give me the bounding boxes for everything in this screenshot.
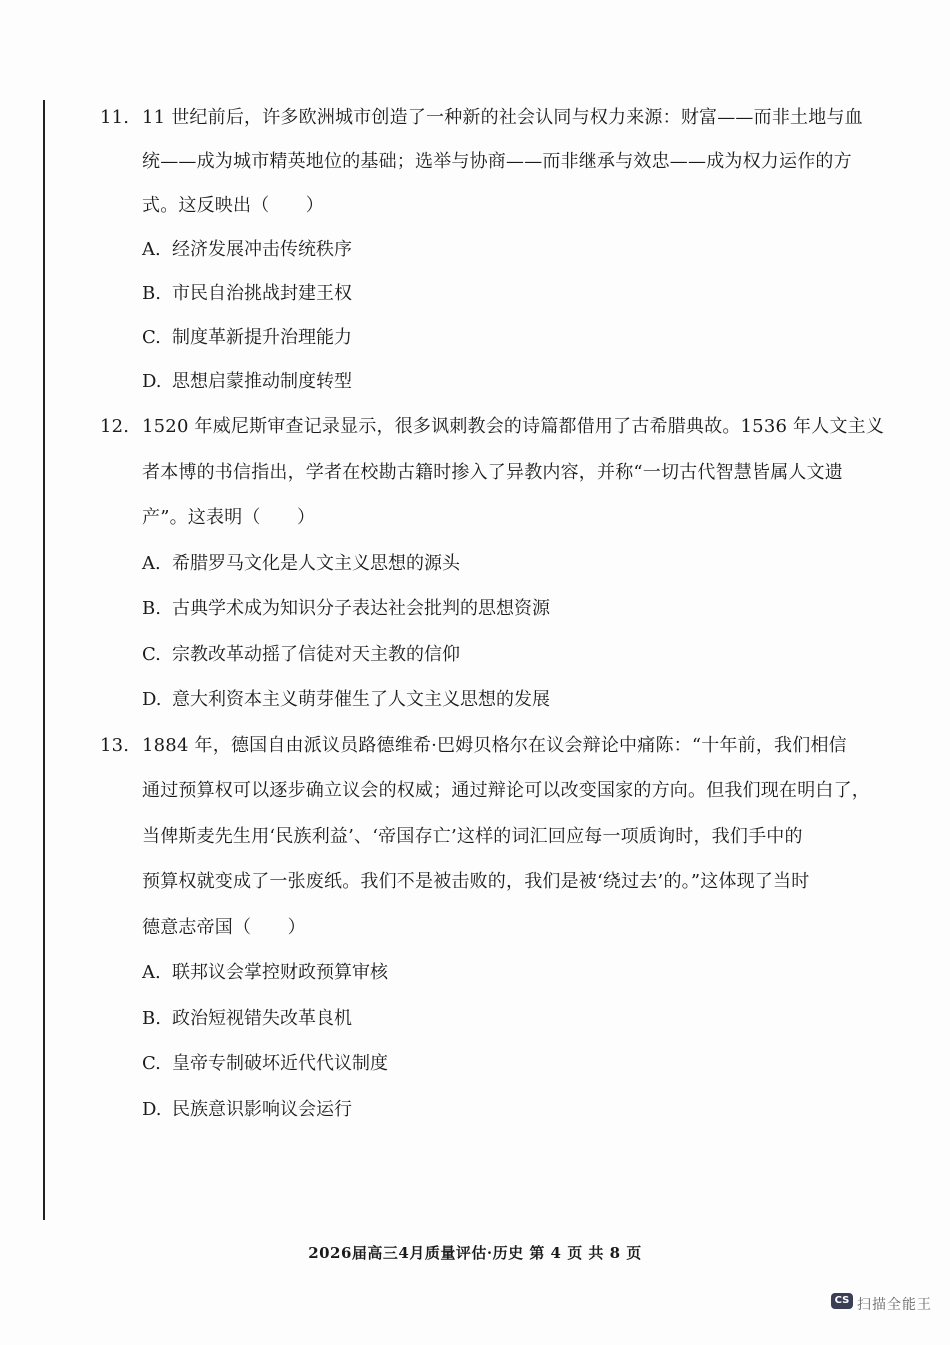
option-letter: B. <box>142 283 161 304</box>
option-text: 联邦议会掌控财政预算审核 <box>172 962 388 983</box>
option-c <box>100 632 890 678</box>
option-letter: D. <box>142 371 162 392</box>
option-letter: C. <box>142 1053 161 1074</box>
option-b <box>100 586 890 632</box>
scanner-watermark <box>831 1290 932 1310</box>
question-stem-line: 通过预算权可以逐步确立议会的权威；通过辩论可以改变国家的方向。但我们现在明白了， <box>142 780 870 801</box>
question-number: 12. <box>100 416 130 437</box>
option-letter: D. <box>142 689 162 710</box>
option-letter: C. <box>142 643 161 665</box>
option-d <box>100 1087 890 1133</box>
option-text: 意大利资本主义萌芽催生了人文主义思想的发展 <box>172 689 550 710</box>
question-text: 1520 年威尼斯审查记录显示，很多讽刺教会的诗篇都借用了古希腊典故。1536 年人文主义 <box>142 416 885 437</box>
question-12 <box>100 404 890 723</box>
option-text: 宗教改革动摇了信徒对天主教的信仰 <box>172 643 460 665</box>
option-text: 皇帝专制破坏近代代议制度 <box>172 1053 388 1074</box>
option-c <box>100 316 890 360</box>
option-letter: B. <box>142 598 161 619</box>
option-text: 思想启蒙推动制度转型 <box>172 371 352 392</box>
option-text: 市民自治挑战封建王权 <box>172 283 352 304</box>
scanner-text: 扫描全能王 <box>857 1297 932 1310</box>
option-letter: A. <box>142 552 161 574</box>
option-text: 经济发展冲击传统秩序 <box>172 239 352 260</box>
question-13 <box>100 723 890 1133</box>
question-stem-line: 当俾斯麦先生用‘民族利益’、‘帝国存亡’这样的词汇回应每一项质询时，我们手中的 <box>142 825 803 847</box>
option-letter: A. <box>142 962 161 983</box>
option-text: 制度革新提升治理能力 <box>172 327 352 348</box>
option-letter: B. <box>142 1007 161 1029</box>
question-stem-line <box>100 723 890 769</box>
option-letter: A. <box>142 239 161 260</box>
option-text: 政治短视错失改革良机 <box>172 1007 352 1029</box>
question-stem-line: 产”。这表明（ ） <box>142 507 316 528</box>
option-letter: C. <box>142 327 161 348</box>
question-number: 11. <box>100 107 130 128</box>
questions-area <box>100 96 890 1132</box>
option-text: 民族意识影响议会运行 <box>172 1098 352 1120</box>
option-b <box>100 996 890 1042</box>
option-a <box>100 950 890 996</box>
question-stem-line: 德意志帝国（ ） <box>142 916 306 938</box>
option-c <box>100 1041 890 1087</box>
question-number: 13. <box>100 734 130 756</box>
page-footer: 2026届高三4月质量评估·历史 第 4 页 共 8 页 <box>308 1244 642 1262</box>
question-stem-line: 者本博的书信指出，学者在校勘古籍时掺入了异教内容，并称“一切古代智慧皆属人文遗 <box>142 461 843 483</box>
question-text: 11 世纪前后，许多欧洲城市创造了一种新的社会认同与权力来源：财富——而非土地与血 <box>142 107 863 128</box>
question-11 <box>100 96 890 404</box>
option-a <box>100 228 890 272</box>
question-text: 1884 年，德国自由派议员路德维希·巴姆贝格尔在议会辩论中痛陈：“十年前，我们相信 <box>142 734 847 756</box>
option-text: 希腊罗马文化是人文主义思想的源头 <box>172 552 460 574</box>
question-stem-line: 预算权就变成了一张废纸。我们不是被击败的，我们是被‘绕过去’的。”这体现了当时 <box>142 871 810 892</box>
scanner-logo-icon: CS <box>831 1293 853 1309</box>
margin-rule <box>43 100 45 1220</box>
question-stem-line <box>100 404 890 450</box>
option-a <box>100 541 890 587</box>
question-stem-line: 统——成为城市精英地位的基础；选举与协商——而非继承与效忠——成为权力运作的方 <box>142 151 852 172</box>
option-d <box>100 677 890 723</box>
option-text: 古典学术成为知识分子表达社会批判的思想资源 <box>172 598 550 619</box>
option-letter: D. <box>142 1098 162 1120</box>
option-d <box>100 360 890 404</box>
question-stem-line <box>100 96 890 140</box>
question-stem-line: 式。这反映出（ ） <box>142 195 324 216</box>
option-b <box>100 272 890 316</box>
